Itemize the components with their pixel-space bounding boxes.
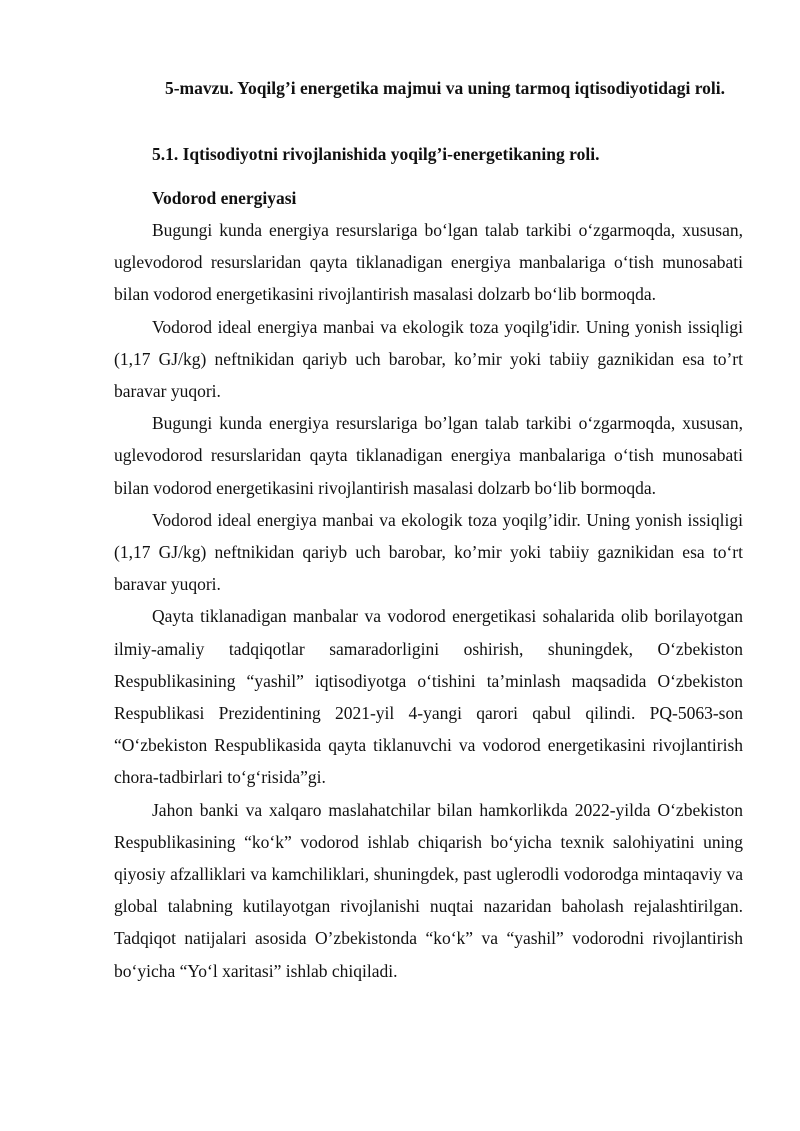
paragraph: Vodorod ideal energiya manbai va ekologik toza yoqilg'idir. Uning yonish issiqligi (1,17 GJ/kg) neftnikidan qariyb uch barobar, ko’mir yoki tabiiy gaznikidan esa to’rt baravar yuqori. — [114, 316, 743, 402]
paragraph: Bugungi kunda energiya resurslariga bo‘lgan talab tarkibi o‘zgarmoqda, xususan, uglevodorod resurslaridan qayta tiklanadigan energiya manbalariga o‘tish munosabati bilan vodorod energetikasini rivojlantirish masalasi dolzarb bo‘lib bormoqda. — [114, 220, 743, 305]
paragraph: Bugungi kunda energiya resurslariga bo’lgan talab tarkibi o‘zgarmoqda, xususan, uglevodorod resurslaridan qayta tiklanadigan energiya manbalariga o‘tish munosabati bilan vodorod energetikasini rivojlantirish masalasi dolzarb bo‘lib bormoqda. — [114, 413, 743, 498]
section-subtitle: 5.1. Iqtisodiyotni rivojlanishida yoqilg’i-energetikaning roli. — [152, 144, 600, 164]
paragraph: Vodorod ideal energiya manbai va ekologik toza yoqilg’idir. Uning yonish issiqligi (1,17 GJ/kg) neftnikidan qariyb uch barobar, ko’mir yoki tabiiy gaznikidan esa to‘rt baravar yuqori. — [114, 509, 743, 595]
page-title: 5-mavzu. Yoqilg’i energetika majmui va uning tarmoq iqtisodiyotidagi roli. — [164, 78, 726, 98]
section-heading: Vodorod energiyasi — [152, 188, 297, 208]
paragraph: Qayta tiklanadigan manbalar va vodorod energetikasi sohalarida olib borilayotgan ilmiy-amaliy tadqiqotlar samaradorligini oshirish, shuningdek, O‘zbekiston Respublikasining “yashil” iqtisodiyotga o‘tishini ta’minlash maqsadida O‘zbekiston Respublikasi Prezidentining 2021-yil 4-yangi qarori qabul qilindi. PQ-5063-son “O‘zbekiston Respublikasida qayta tiklanuvchi va vodorod energetikasini rivojlantirish chora-tadbirlari to‘g‘risida”gi. — [114, 606, 743, 788]
paragraph: Jahon banki va xalqaro maslahatchilar bilan hamkorlikda 2022-yilda O‘zbekiston Respublikasining “ko‘k” vodorod ishlab chiqarish bo‘yicha texnik salohiyatini uning qiyosiy afzalliklari va kamchiliklari, shuningdek, past uglerodli vodorodga mintaqaviy va global talabning kutilayotgan rivojlanishi nuqtai nazaridan baholash rejalashtirilgan. Tadqiqot natijalari asosida O’zbekistonda “ko‘k” va “yashil” vodorodni rivojlantirish bo‘yicha “Yo‘l xaritasi” ishlab chiqiladi. — [114, 799, 743, 981]
body-text — [114, 214, 743, 987]
